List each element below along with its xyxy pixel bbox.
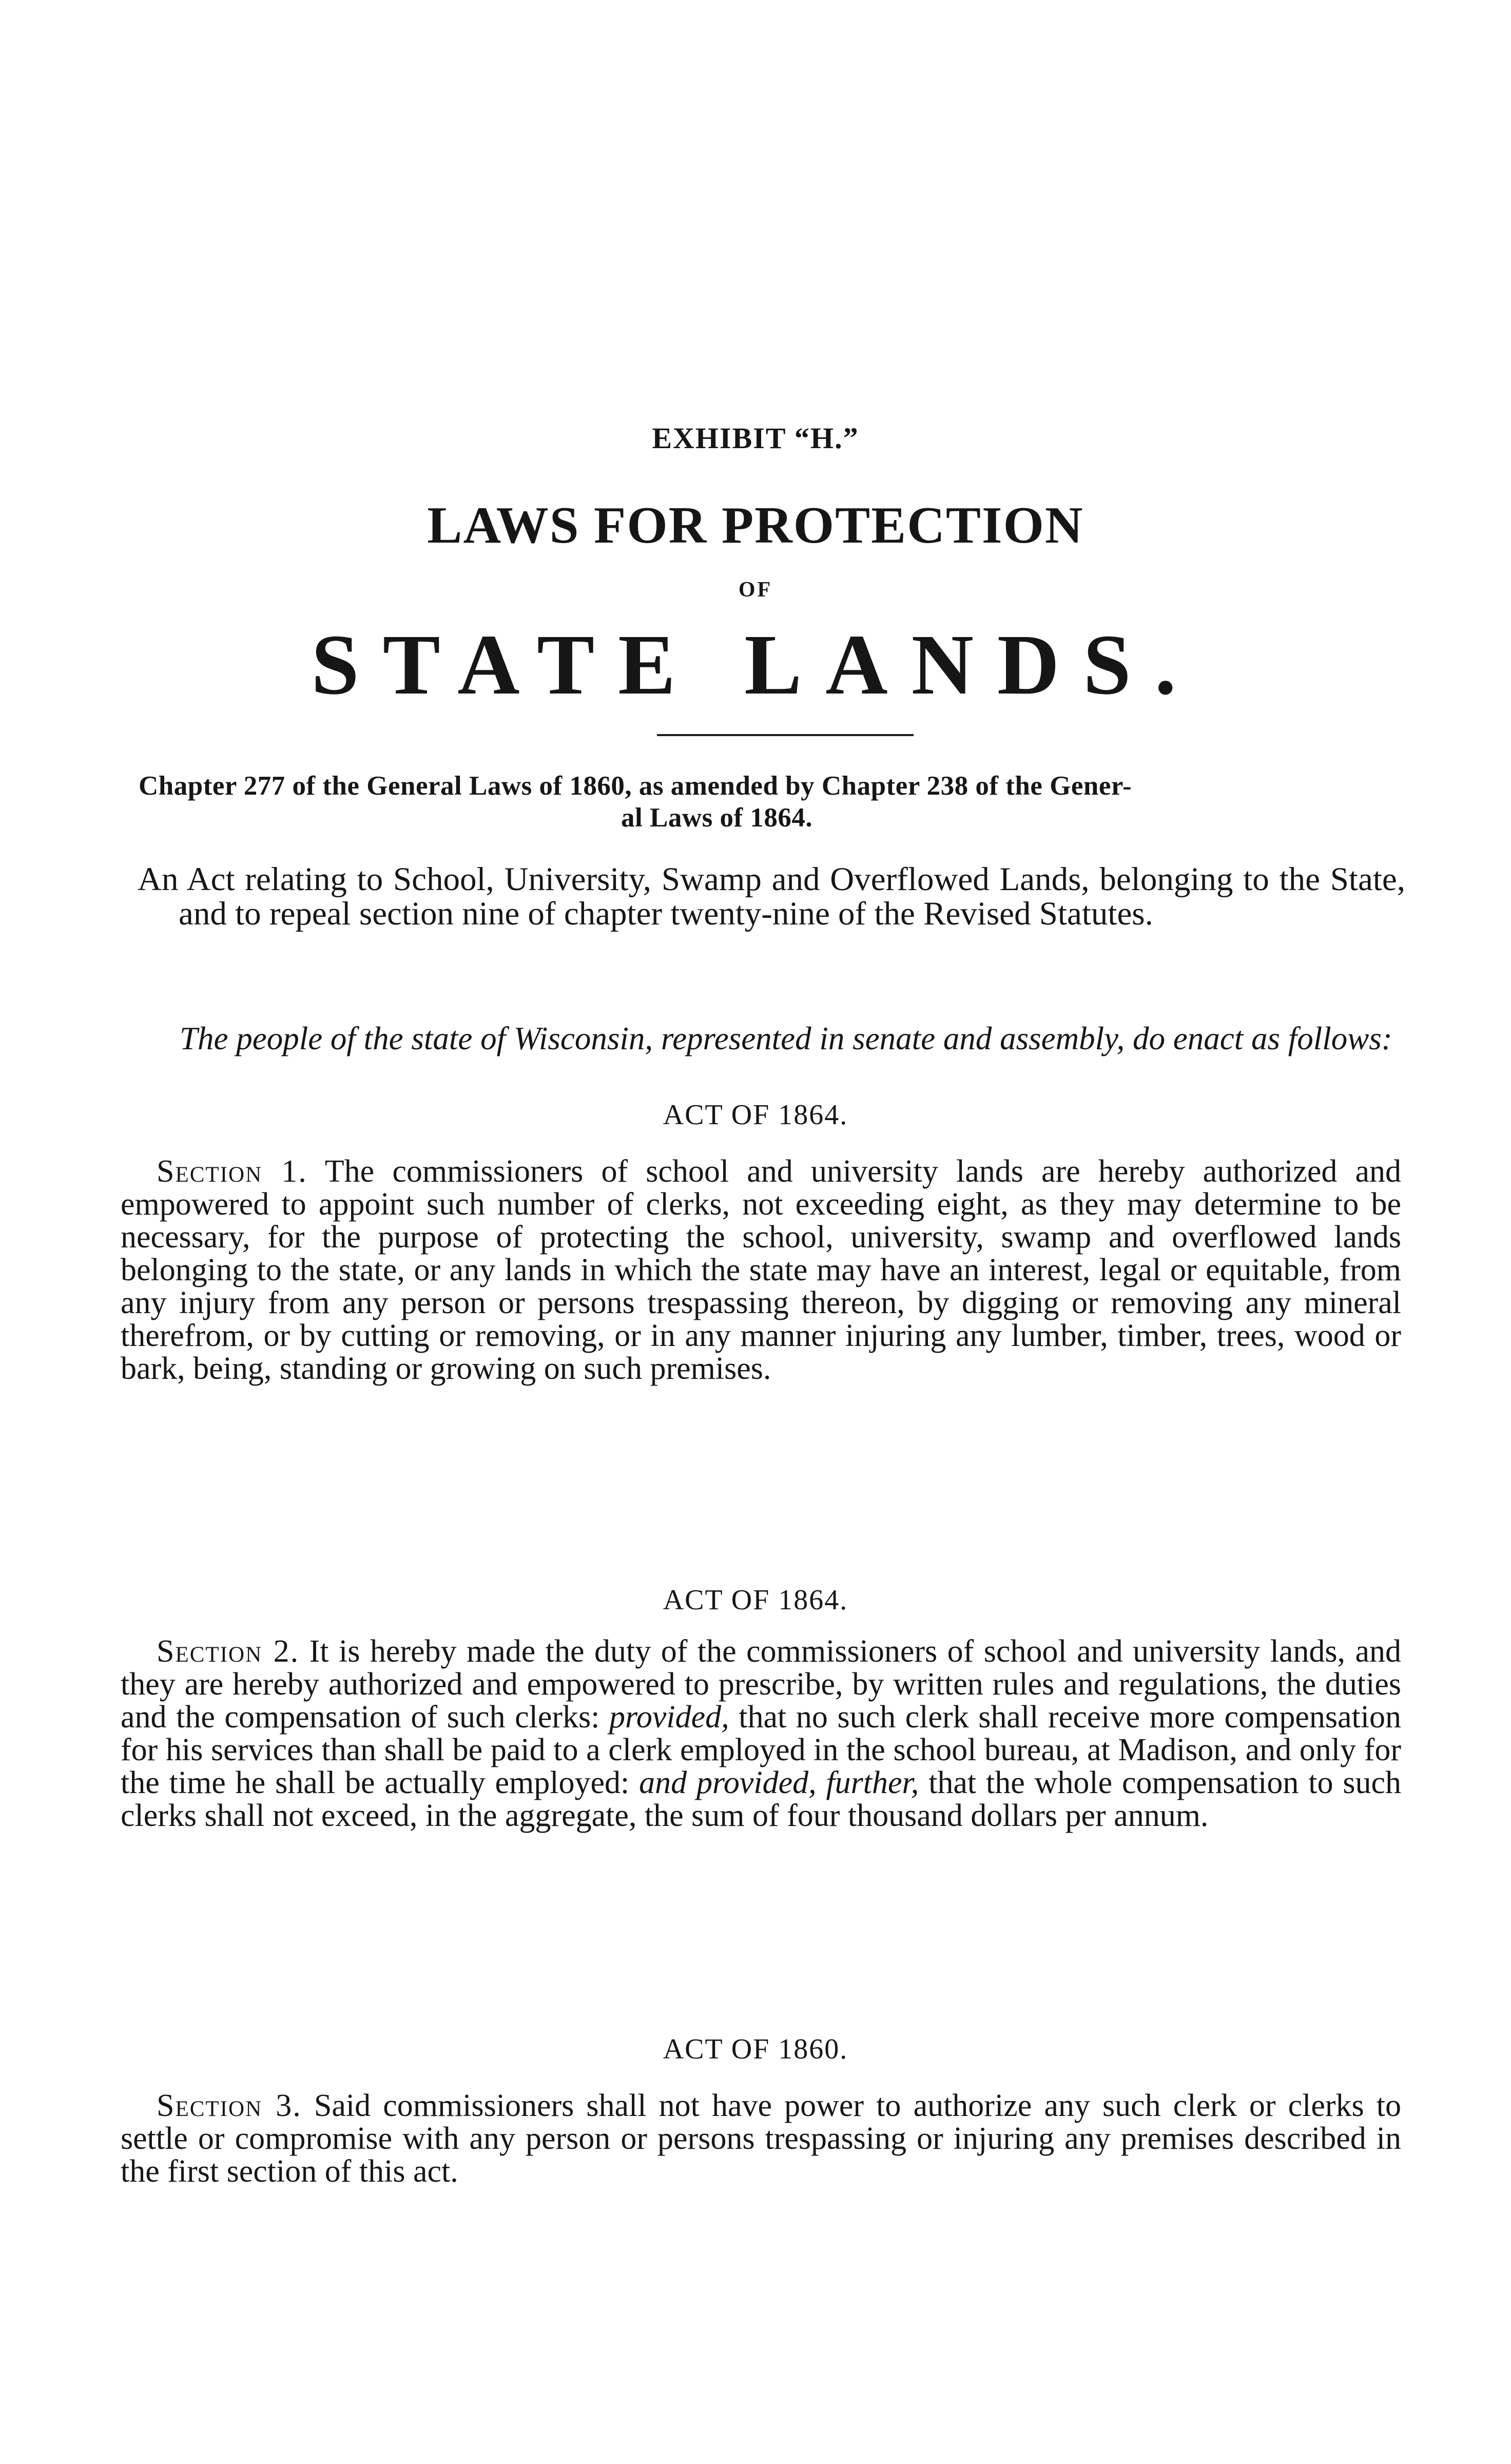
section-3-heading: ACT OF 1860. bbox=[663, 2033, 848, 2065]
section-3-text: Said commissioners shall not have power to authorize any such clerk or clerks to settle or compromise with any person or persons trespassing or injuring any premises described in the first section of this act. bbox=[121, 2088, 1402, 2189]
title-line-2: STATE LANDS. bbox=[311, 617, 1200, 713]
chapter-reference bbox=[139, 770, 1391, 834]
section-2-text-a: It is hereby made the duty of the commissioners of school and university lands, and they are hereby authorized and empowered to prescribe, by written rules and regulations, the duties and the compensation of such clerks: bbox=[121, 1634, 1401, 1735]
section-2-text-c: that the whole compensation to such clerks shall not exceed, in the aggregate, the sum of four thousand dollars per annum. bbox=[121, 1765, 1402, 1833]
section-2 bbox=[121, 1635, 1401, 1832]
title-rule bbox=[657, 734, 914, 736]
section-2-proviso-1: provided, bbox=[609, 1700, 729, 1735]
section-3 bbox=[121, 2089, 1401, 2188]
chapter-line-1: Chapter 277 of the General Laws of 1860, as amended by Chapter 238 of the Gener- bbox=[139, 771, 1132, 801]
section-2-proviso-2: and provided, further, bbox=[639, 1765, 919, 1800]
section-2-text-b: that no such clerk shall receive more compensation for his services than shall be paid to a clerk employed in the school bureau, at Madison, and only for the time he shall be actually employed: bbox=[121, 1700, 1401, 1800]
title-of: OF bbox=[738, 578, 773, 602]
enacting-clause: The people of the state of Wisconsin, represented in senate and assembly, do enact as follows: bbox=[180, 1021, 1392, 1056]
act-title: An Act relating to School, University, Swamp and Overflowed Lands, belonging to the State, and to repeal section nine of chapter twenty-nine of the Revised Statutes. bbox=[138, 861, 1405, 932]
section-1-label: Section 1. bbox=[157, 1154, 307, 1189]
chapter-line-2: al Laws of 1864. bbox=[621, 803, 813, 833]
section-2-label: Section 2. bbox=[157, 1634, 300, 1669]
section-3-label: Section 3. bbox=[157, 2088, 302, 2123]
section-1-heading: ACT OF 1864. bbox=[663, 1099, 848, 1131]
section-2-heading: ACT OF 1864. bbox=[663, 1584, 848, 1616]
title-line-1: LAWS FOR PROTECTION bbox=[427, 496, 1084, 554]
section-1 bbox=[121, 1155, 1401, 1385]
section-1-text: The commissioners of school and university lands are hereby authorized and empowered to appoint such number of clerks, not exceeding eight, as they may determine to be necessary, for the purpose of protecting the school, university, swamp and overflowed lands belonging to the state, or any lands in which the state may have an interest, legal or equitable, from any injury from any person or persons trespassing thereon, by digging or removing any mineral therefrom, or by cutting or removing, or in any manner injuring any lumber, timber, trees, wood or bark, being, standing or growing on such premises. bbox=[121, 1154, 1401, 1386]
exhibit-label: EXHIBIT “H.” bbox=[652, 421, 859, 455]
